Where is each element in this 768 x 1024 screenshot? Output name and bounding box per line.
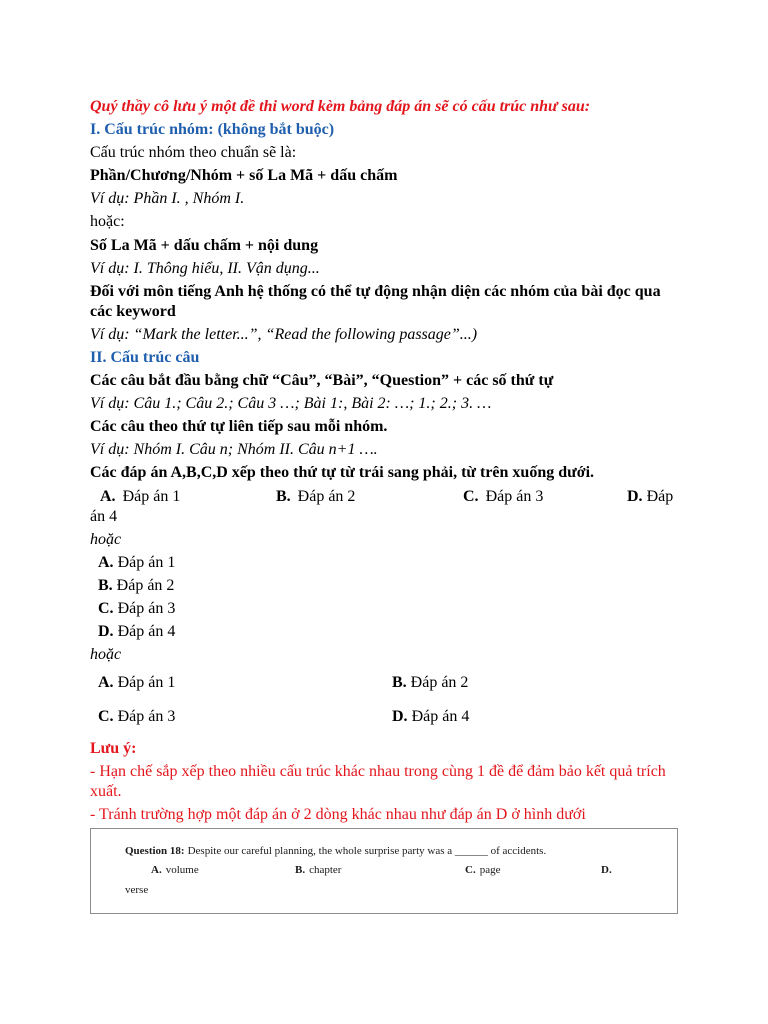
answer-text: Đáp án 2 [410, 674, 469, 692]
answer-text: Đáp án 1 [122, 487, 181, 505]
question-rule-2: Các câu theo thứ tự liên tiếp sau mỗi nhóm. [90, 418, 388, 436]
example-option-letter: A. [151, 864, 162, 877]
example-option [295, 864, 341, 876]
answer-grid-cell [384, 673, 678, 693]
section-heading-question-structure: II. Cấu trúc câu [90, 348, 200, 366]
answer-list-item [90, 599, 678, 619]
document-body [90, 97, 678, 914]
group-example-2: Ví dụ: I. Thông hiểu, II. Vận dụng... [90, 259, 320, 277]
answer-text: Đáp án 3 [117, 599, 176, 617]
answer-letter: C. [463, 487, 479, 505]
answer-option [100, 487, 276, 507]
answer-grid-cell [384, 707, 678, 727]
answer-letter: B. [276, 487, 291, 505]
answer-text: Đáp án 1 [117, 674, 176, 692]
example-option-wrapped-text: verse [125, 884, 149, 897]
answer-text: Đáp án 3 [117, 708, 176, 726]
answer-letter: A. [98, 553, 114, 571]
example-screenshot [90, 828, 678, 914]
question-rule-1: Các câu bắt đầu bằng chữ “Câu”, “Bài”, “Question” + các số thứ tự [90, 372, 554, 390]
example-option [151, 864, 199, 876]
question-rule-3: Các đáp án A,B,C,D xếp theo thứ tự từ trái sang phải, từ trên xuống dưới. [90, 464, 595, 482]
group-rule-2: Số La Mã + dấu chấm + nội dung [90, 236, 319, 254]
answer-text-wrapping: Đáp án 4 [90, 487, 674, 525]
group-or-label: hoặc: [90, 213, 125, 231]
answer-letter: C. [98, 708, 114, 726]
answer-text: Đáp án 2 [116, 576, 175, 594]
answer-row-horizontal [90, 487, 678, 527]
example-question-label: Question 18: [125, 845, 185, 858]
example-option-text: chapter [309, 864, 342, 877]
example-option-text: page [479, 864, 501, 877]
answer-text: Đáp án 3 [485, 487, 544, 505]
example-option [601, 864, 612, 876]
example-option-letter: C. [465, 864, 476, 877]
answer-letter: D. [392, 708, 408, 726]
example-question-text: Despite our careful planning, the whole surprise party was a ______ of accidents. [187, 845, 547, 858]
answer-grid-row [90, 673, 678, 693]
example-option [465, 864, 500, 876]
example-option-letter: D. [601, 864, 612, 877]
answer-text: Đáp án 4 [117, 622, 176, 640]
answer-letter: A. [98, 674, 114, 692]
group-example-3: Ví dụ: “Mark the letter...”, “Read the following passage”...) [90, 325, 478, 343]
answer-grid-two-columns [90, 673, 678, 727]
answer-letter: D. [627, 487, 643, 505]
answer-text: Đáp án 2 [297, 487, 356, 505]
example-option-letter: B. [295, 864, 306, 877]
answer-grid-cell [90, 673, 384, 693]
example-question-line [125, 845, 546, 857]
group-example-1: Ví dụ: Phần I. , Nhóm I. [90, 190, 245, 208]
answer-option [276, 487, 463, 507]
note-item: - Hạn chế sắp xếp theo nhiều cấu trúc khác nhau trong cùng 1 đề để đảm bảo kết quả trích xuất. [90, 763, 666, 801]
layout-or-label-2: hoặc [90, 646, 122, 664]
layout-or-label-1: hoặc [90, 530, 122, 548]
answer-text: Đáp án 1 [117, 553, 176, 571]
answer-letter: A. [100, 487, 116, 505]
answer-letter: B. [98, 576, 113, 594]
group-structure-intro: Cấu trúc nhóm theo chuẩn sẽ là: [90, 144, 297, 162]
answer-list-item [90, 553, 678, 573]
note-heading: Lưu ý: [90, 740, 137, 758]
example-option-text: volume [165, 864, 199, 877]
answer-letter: B. [392, 674, 407, 692]
note-item: - Tránh trường hợp một đáp án ở 2 dòng khác nhau như đáp án D ở hình dưới [90, 806, 586, 824]
answer-letter: C. [98, 599, 114, 617]
question-example-1: Ví dụ: Câu 1.; Câu 2.; Câu 3 …; Bài 1:, Bài 2: …; 1.; 2.; 3. … [90, 395, 492, 413]
answer-letter: D. [98, 622, 114, 640]
answer-grid-row [90, 707, 678, 727]
answer-list-item [90, 576, 678, 596]
group-rule-1: Phần/Chương/Nhóm + số La Mã + dấu chấm [90, 167, 398, 185]
group-rule-3: Đối với môn tiếng Anh hệ thống có thể tự động nhận diện các nhóm của bài đọc qua các keyword [90, 282, 661, 320]
answer-option [463, 487, 627, 507]
answer-grid-cell [90, 707, 384, 727]
header-notice: Quý thầy cô lưu ý một đề thi word kèm bảng đáp án sẽ có cấu trúc như sau: [90, 98, 591, 115]
question-example-2: Ví dụ: Nhóm I. Câu n; Nhóm II. Câu n+1 …. [90, 441, 378, 459]
answer-text: Đáp án 4 [411, 708, 470, 726]
section-heading-group-structure: I. Cấu trúc nhóm: (không bắt buộc) [90, 121, 335, 139]
answer-list-item [90, 622, 678, 642]
